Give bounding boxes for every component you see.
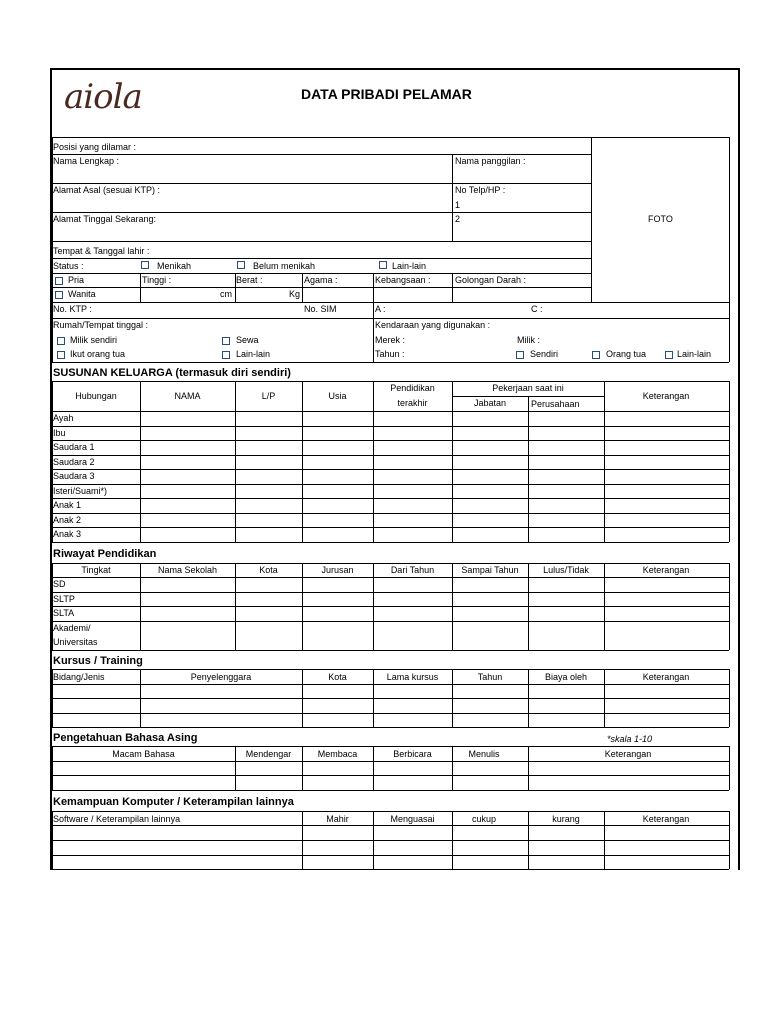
label-ikut-ortu: Ikut orang tua (70, 349, 126, 359)
kel-header-nama: NAMA (174, 391, 201, 401)
kursus-header-lama: Lama kursus (386, 672, 439, 682)
label-nama-panggilan: Nama panggilan : (455, 156, 526, 166)
grid-line (52, 137, 729, 138)
grid-line (235, 381, 236, 542)
label-belum-menikah: Belum menikah (253, 261, 316, 271)
kel-header-keterangan: Keterangan (642, 391, 690, 401)
label-lain-lain: Lain-lain (392, 261, 427, 271)
pend-header-sekolah: Nama Sekolah (157, 565, 218, 575)
pend-header-keterangan: Keterangan (642, 565, 690, 575)
pendidikan-row-label: SD (53, 579, 66, 589)
grid-line (52, 258, 591, 259)
grid-line (373, 273, 374, 302)
label-merek: Merek : (375, 335, 406, 345)
checkbox-menikah[interactable] (141, 261, 149, 269)
komp-header-software: Software / Keterampilan lainnya (53, 814, 181, 824)
grid-line (52, 592, 729, 593)
grid-line (52, 855, 729, 856)
komp-header-keterangan: Keterangan (642, 814, 690, 824)
grid-line (52, 542, 729, 543)
grid-line (52, 154, 591, 155)
section-pendidikan-title: Riwayat Pendidikan (53, 548, 157, 560)
label-kg: Kg (289, 289, 301, 299)
grid-line (52, 455, 729, 456)
grid-line (52, 411, 729, 412)
grid-line (52, 381, 729, 382)
label-tahun: Tahun : (375, 349, 405, 359)
label-sim: No. SIM (304, 304, 337, 314)
grid-line (52, 440, 729, 441)
grid-line (52, 684, 729, 685)
label-milik-sendiri: Milik sendiri (70, 335, 118, 345)
kel-header-pendidikan: Pendidikan (390, 383, 435, 393)
kel-header-usia: Usia (328, 391, 347, 401)
grid-line (52, 527, 729, 528)
bahasa-header-macam: Macam Bahasa (112, 749, 175, 759)
grid-line (52, 302, 729, 303)
komp-header-mahir: Mahir (326, 814, 349, 824)
label-kebangsaan: Kebangsaan : (375, 275, 431, 285)
checkbox-milik-sendiri[interactable] (57, 337, 65, 345)
label-alamat-asal: Alamat Asal (sesuai KTP) : (53, 185, 161, 195)
grid-line (729, 381, 730, 542)
label-agama: Agama : (304, 275, 338, 285)
grid-line (52, 513, 729, 514)
kel-header-jabatan: Jabatan (473, 398, 507, 408)
label-sim-c: C : (531, 304, 543, 314)
grid-line (452, 154, 453, 241)
grid-line (52, 426, 729, 427)
label-tinggi: Tinggi : (142, 275, 172, 285)
label-alamat-tinggal: Alamat Tinggal Sekarang: (53, 214, 157, 224)
grid-line (373, 302, 374, 362)
grid-line (52, 840, 729, 841)
grid-line (52, 727, 729, 728)
grid-line (604, 381, 605, 542)
pend-header-lulus: Lulus/Tidak (543, 565, 589, 575)
bahasa-header-membaca: Membaca (317, 749, 358, 759)
bahasa-header-mendengar: Mendengar (245, 749, 292, 759)
grid-line (52, 577, 729, 578)
checkbox-orang-tua[interactable] (592, 351, 600, 359)
grid-line (52, 318, 729, 319)
kel-header-perusahaan: Perusahaan (531, 399, 580, 409)
checkbox-wanita[interactable] (55, 291, 63, 299)
label-kendaraan-lain: Lain-lain (677, 349, 712, 359)
pendidikan-row-label: SLTP (53, 594, 75, 604)
pend-header-kota: Kota (259, 565, 278, 575)
komp-header-menguasai: Menguasai (390, 814, 435, 824)
grid-line (52, 790, 729, 791)
section-bahasa-title: Pengetahuan Bahasa Asing (53, 732, 198, 744)
label-ktp: No. KTP : (53, 304, 92, 314)
bahasa-note: *skala 1-10 (607, 734, 653, 744)
label-gol-darah: Golongan Darah : (455, 275, 527, 285)
keluarga-row-label: Anak 2 (53, 514, 82, 525)
grid-line (729, 563, 730, 650)
pendidikan-row-label: Akademi/ (53, 623, 91, 633)
grid-line (52, 713, 729, 714)
kursus-header-biaya: Biaya oleh (544, 672, 588, 682)
checkbox-kendaraan-sendiri[interactable] (516, 351, 524, 359)
checkbox-belum-menikah[interactable] (237, 261, 245, 269)
grid-line (52, 484, 729, 485)
label-wanita: Wanita (68, 289, 96, 299)
grid-line (52, 498, 729, 499)
grid-line (729, 137, 730, 362)
label-telp-2: 2 (455, 214, 461, 224)
section-komputer-title: Kemampuan Komputer / Keterampilan lainnya (53, 796, 294, 808)
label-rumah-lain: Lain-lain (236, 349, 271, 359)
grid-line (52, 563, 729, 564)
bahasa-header-keterangan: Keterangan (604, 749, 652, 759)
grid-line (729, 811, 730, 869)
aiola-logo: aiola (64, 77, 142, 117)
kel-header-hubungan: Hubungan (75, 391, 117, 401)
pendidikan-row-label: Universitas (53, 637, 98, 647)
grid-line (452, 183, 591, 184)
label-kendaraan-sendiri: Sendiri (530, 349, 559, 359)
kursus-header-tahun: Tahun (477, 672, 503, 682)
pend-header-dari: Dari Tahun (390, 565, 435, 575)
checkbox-lain-lain[interactable] (379, 261, 387, 269)
label-rumah: Rumah/Tempat tinggal : (53, 320, 149, 330)
pend-header-sampai: Sampai Tahun (461, 565, 519, 575)
grid-line (729, 746, 730, 790)
checkbox-pria[interactable] (55, 277, 63, 285)
checkbox-kendaraan-lain[interactable] (665, 351, 673, 359)
grid-line (52, 621, 729, 622)
kel-header-terakhir: terakhir (397, 398, 428, 408)
label-berat: Berat : (236, 275, 263, 285)
grid-line (52, 761, 729, 762)
grid-line (52, 669, 729, 670)
label-telp-1: 1 (455, 200, 461, 210)
kursus-header-keterangan: Keterangan (642, 672, 690, 682)
label-sim-a: A : (375, 304, 386, 314)
keluarga-row-label: Anak 1 (53, 500, 82, 510)
grid-line (302, 273, 303, 302)
grid-line (140, 381, 141, 542)
grid-line (52, 869, 729, 870)
grid-line (452, 273, 453, 302)
checkbox-rumah-lain[interactable] (222, 351, 230, 359)
label-milik: Milik : (517, 335, 540, 345)
bahasa-header-berbicara: Berbicara (393, 749, 432, 759)
label-orang-tua: Orang tua (606, 349, 647, 359)
kel-header-lp: L/P (261, 391, 276, 401)
checkbox-ikut-ortu[interactable] (57, 351, 65, 359)
label-telp: No Telp/HP : (455, 185, 506, 195)
grid-line (52, 825, 729, 826)
grid-line (52, 362, 729, 363)
keluarga-row-label: Anak 3 (53, 529, 82, 539)
grid-line (729, 669, 730, 727)
grid-line (52, 212, 591, 213)
label-pria: Pria (68, 275, 85, 285)
grid-line (52, 287, 591, 288)
kursus-header-penyelenggara: Penyelenggara (190, 672, 252, 682)
keluarga-row-label: Ibu (53, 427, 66, 438)
keluarga-row-label: Ayah (53, 413, 74, 423)
grid-line (52, 273, 591, 274)
label-menikah: Menikah (157, 261, 192, 271)
label-nama-lengkap: Nama Lengkap : (53, 156, 120, 166)
komp-header-cukup: cukup (471, 814, 497, 824)
grid-line (140, 273, 141, 302)
section-kursus-title: Kursus / Training (53, 655, 143, 667)
label-posisi: Posisi yang dilamar : (53, 142, 137, 152)
grid-line (52, 650, 729, 651)
pend-header-tingkat: Tingkat (81, 565, 111, 575)
kel-header-pekerjaan: Pekerjaan saat ini (492, 383, 564, 393)
grid-line (52, 746, 729, 747)
grid-line (52, 469, 729, 470)
grid-line (52, 606, 729, 607)
kursus-header-kota: Kota (328, 672, 347, 682)
photo-placeholder: FOTO (648, 214, 673, 224)
keluarga-row-label: Isteri/Suami*) (53, 485, 108, 496)
keluarga-row-label: Saudara 1 (53, 442, 95, 452)
pendidikan-row-label: SLTA (53, 608, 75, 618)
label-status: Status : (53, 261, 84, 271)
keluarga-row-label: Saudara 3 (53, 471, 95, 481)
section-keluarga-title: SUSUNAN KELUARGA (termasuk diri sendiri) (53, 367, 291, 379)
pend-header-jurusan: Jurusan (321, 565, 354, 575)
komp-header-kurang: kurang (552, 814, 580, 824)
grid-line (52, 698, 729, 699)
grid-line (52, 775, 729, 776)
grid-line (591, 137, 592, 302)
keluarga-row-label: Saudara 2 (53, 456, 95, 467)
bahasa-header-menulis: Menulis (468, 749, 500, 759)
grid-line (52, 811, 729, 812)
label-cm: cm (220, 289, 232, 299)
label-ttl: Tempat & Tanggal lahir : (53, 246, 150, 256)
grid-line (52, 241, 591, 242)
grid-line (302, 381, 303, 542)
form-title: DATA PRIBADI PELAMAR (301, 86, 472, 102)
checkbox-sewa[interactable] (222, 337, 230, 345)
label-sewa: Sewa (236, 335, 259, 345)
kursus-header-bidang: Bidang/Jenis (53, 672, 105, 682)
label-kendaraan: Kendaraan yang digunakan : (375, 320, 491, 330)
